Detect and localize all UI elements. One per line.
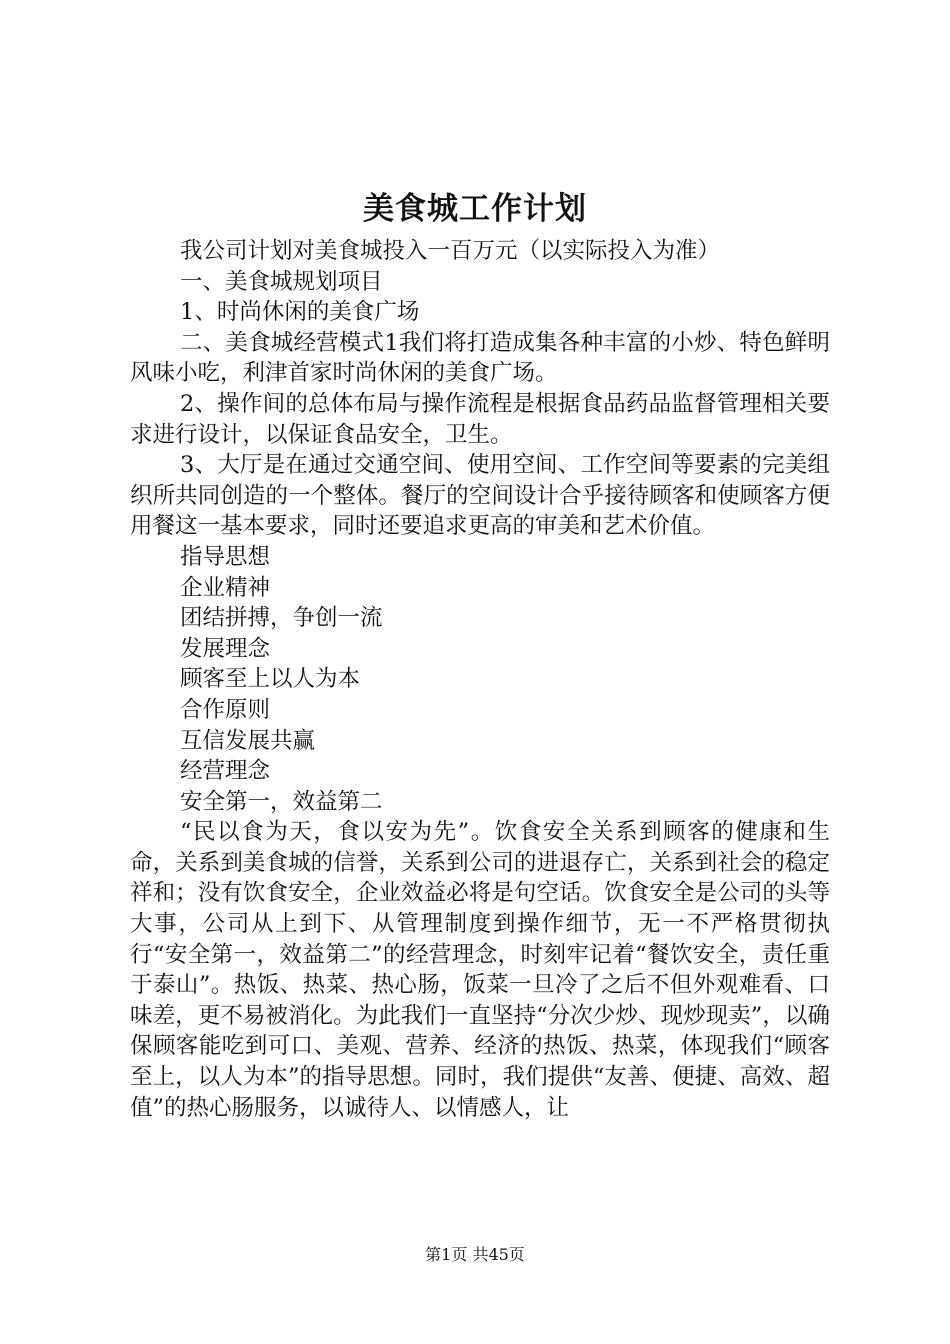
label-guiding-ideology: 指导思想 bbox=[180, 543, 271, 570]
label-development-concept: 发展理念 bbox=[180, 635, 271, 662]
paragraph-investment: 我公司计划对美食城投入一百万元（以实际投入为准） bbox=[180, 238, 721, 264]
paragraph-kitchen-layout: 2、操作间的总体布局与操作流程是根据食品药品监督管理相关要求进行设计，以保证食品安全，卫生。 bbox=[130, 390, 830, 448]
label-business-philosophy: 经营理念 bbox=[180, 758, 271, 785]
item-food-plaza: 1、时尚休闲的美食广场 bbox=[180, 299, 420, 326]
label-enterprise-spirit: 企业精神 bbox=[180, 574, 271, 601]
value-development-concept: 顾客至上以人为本 bbox=[180, 666, 361, 693]
value-enterprise-spirit: 团结拼搏，争创一流 bbox=[180, 605, 383, 632]
document-title: 美食城工作计划 bbox=[363, 191, 587, 227]
label-cooperation-principle: 合作原则 bbox=[180, 696, 271, 723]
heading-planning-project: 一、美食城规划项目 bbox=[180, 268, 383, 295]
page-footer: 第1页 共45页 bbox=[425, 1245, 525, 1264]
value-cooperation-principle: 互信发展共赢 bbox=[180, 727, 316, 754]
paragraph-business-model: 二、美食城经营模式1我们将打造成集各种丰富的小炒、特色鲜明风味小吃，利津首家时尚休闲的美食广场。 bbox=[130, 329, 830, 387]
paragraph-food-safety: “民以食为天，食以安为先”。饮食安全关系到顾客的健康和生命，关系到美食城的信誉，关系到公司的进退存亡，关系到社会的稳定祥和；没有饮食安全，企业效益必将是句空话。饮食安全是公司的头等大事，公司从上到下、从管理制度到操作细节，无一不严格贯彻执行“安全第一，效益第二”的经营理念，时刻牢记着“餐饮安全，责任重于泰山”。热饭、热菜、热心肠，饭菜一旦冷了之后不但外观难看、口味差，更不易被消化。为此我们一直坚持“分次少炒、现炒现卖”，以确保顾客能吃到可口、美观、营养、经济的热饭、热菜，体现我们“顾客至上，以人为本”的指导思想。同时，我们提供“友善、便捷、高效、超值”的热心肠服务，以诚待人、以情感人，让 bbox=[130, 819, 830, 1121]
document-body bbox=[130, 236, 830, 1123]
value-business-philosophy: 安全第一，效益第二 bbox=[180, 788, 383, 815]
paragraph-hall-design: 3、大厅是在通过交通空间、使用空间、工作空间等要素的完美组织所共同创造的一个整体。餐厅的空间设计合乎接待顾客和使顾客方便用餐这一基本要求，同时还要追求更高的审美和艺术价值。 bbox=[130, 452, 830, 540]
